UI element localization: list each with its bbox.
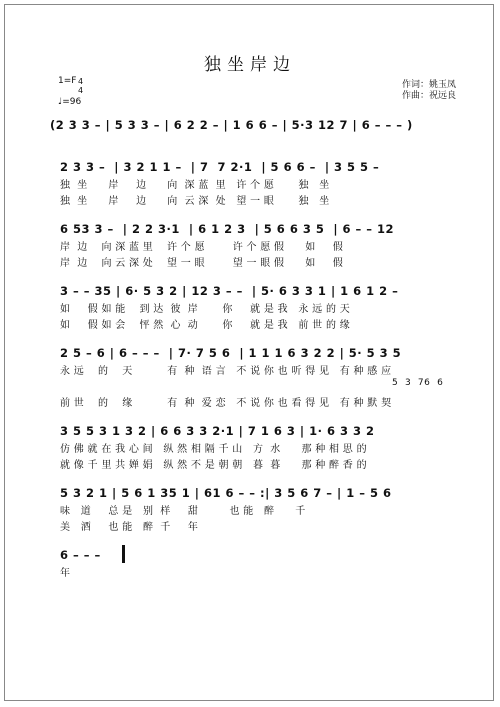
notation-line-4: 2 5 – 6 | 6 – – – | 7· 7 5 6 | 1 1 1 6 3 2 2 | 5· 5 3 5 [60,346,402,360]
score-line-6 [0,486,500,500]
lyric-line-4a [0,362,500,376]
lyric-2a: 岸 边 向 深 蓝 里 许 个 愿 许 个 愿 假 如 假 [60,242,344,253]
score-line-4 [0,346,500,360]
credits [402,80,472,102]
lyric-line-5b [0,456,500,470]
lyric-3a: 如 假 如 能 到 达 彼 岸 你 就 是 我 永 远 的 天 [60,304,351,315]
notation-intro: (2 3 3 – | 5 3 3 – | 6 2 2 – | 1 6 6 – | 5·3 12 7 | 6 – – – ) [50,118,413,132]
lyric-1b: 独 坐 岸 边 向 云 深 处 望 一 眼 独 坐 [60,196,330,207]
notation-line-5: 3 5 5 3 1 3 2 | 6 6 3 3 2·1 | 7 1 6 3 | 1· 6 3 3 2 [60,424,375,438]
notation-line-7: 6 – – – [60,548,101,562]
notation-line-2: 6 53 3 – | 2 2 3·1 | 6 1 2 3 | 5 6 6 3 5 | 6 – – 12 [60,222,395,236]
lyric-line-2a [0,238,500,252]
key-signature [58,76,84,108]
tempo-marking: ♩=96 [58,97,82,107]
key-label: 1=F [58,76,77,86]
lyric-line-2b [0,254,500,268]
lyric-4b: 前 世 的 缘 有 种 爱 恋 不 说 你 也 看 得 见 有 种 默 契 [60,398,392,409]
lyric-line-4b [0,394,500,408]
score-line-5 [0,424,500,438]
score-line-1 [0,160,500,174]
lyric-line-6a [0,502,500,516]
lyric-line-5a [0,440,500,454]
lyric-3b: 如 假 如 会 怦 然 心 动 你 就 是 我 前 世 的 缘 [60,320,351,331]
lyric-line-3b [0,316,500,330]
lyric-5b: 就 像 千 里 共 婵 娟 纵 然 不 是 朝 朝 暮 暮 那 种 醉 香 的 [60,460,367,471]
lyric-7: 年 [60,568,71,579]
lyric-line-6b [0,518,500,532]
composer: 作曲：祝远良 [402,91,457,101]
lyric-line-1b [0,192,500,206]
notation-line-6: 5 3 2 1 | 5 6 1 35 1 | 61 6 – – :| 3 5 6 7 – | 1 – 5 6 [60,486,392,500]
ossia-notation: 5 3 76 6 [392,378,444,388]
lyric-line-3a [0,300,500,314]
lyric-1a: 独 坐 岸 边 向 深 蓝 里 许 个 愿 独 坐 [60,180,330,191]
lyric-line-7 [0,564,500,578]
lyric-6a: 味 道 总 是 别 样 甜 也 能 醉 千 [60,506,306,517]
lyric-4a: 永 远 的 天 有 种 语 言 不 说 你 也 听 得 见 有 种 感 应 [60,366,392,377]
notation-line-3: 3 – – 35 | 6· 5 3 2 | 12 3 – – | 5· 6 3 3 1 | 1 6 1 2 – [60,284,399,298]
lyric-line-1a [0,176,500,190]
score-line-2 [0,222,500,236]
final-barline [122,545,125,563]
score-line-3 [0,284,500,298]
time-signature-bottom: 4 [78,86,84,95]
lyricist: 作词：姚玉凤 [402,80,457,90]
lyric-5a: 仿 佛 就 在 我 心 间 纵 然 相 隔 千 山 方 水 那 种 相 思 的 [60,444,367,455]
ossia-line-4 [0,378,500,392]
score-line-7 [0,548,500,562]
page-title: 独坐岸边 [204,55,296,75]
time-signature-top: 4 [78,77,84,86]
lyric-6b: 美 酒 也 能 醉 千 年 [60,522,199,533]
notation-line-1: 2 3 3 – | 3 2 1 1 – | 7 7 2·1 | 5 6 6 – | 3 5 5 – [60,160,380,174]
lyric-2b: 岸 边 向 云 深 处 望 一 眼 望 一 眼 假 如 假 [60,258,344,269]
score-line-intro [0,118,500,132]
